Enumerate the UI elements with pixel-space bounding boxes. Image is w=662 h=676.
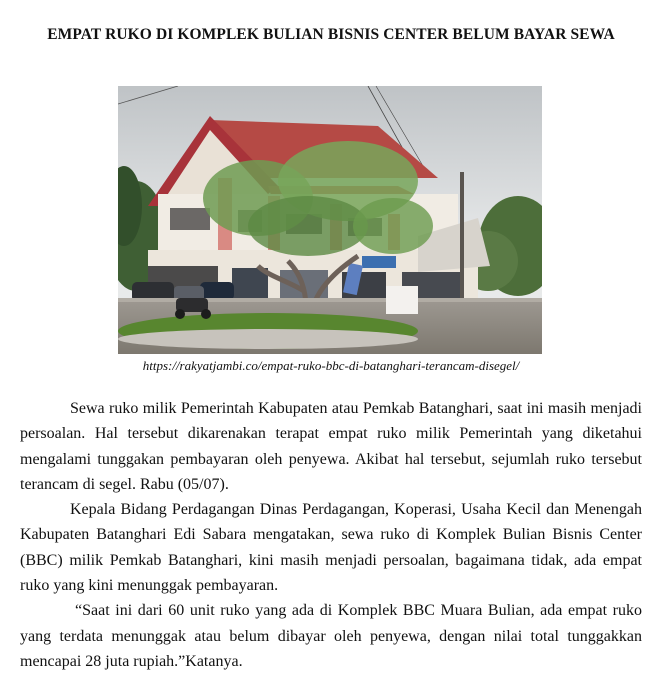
paragraph-1: Sewa ruko milik Pemerintah Kabupaten atau Pemkab Batanghari, saat ini masih menjadi persoalan. Hal tersebut dikarenakan terapat empat ruko milik Pemerintah yang diketahui mengalami tunggakan pembayaran oleh penyewa. Akibat hal tersebut, sejumlah ruko tersebut terancam di segel. Rabu (05/07). — [20, 400, 642, 493]
article-body — [20, 396, 642, 674]
building-photo — [118, 86, 542, 354]
article-title: EMPAT RUKO DI KOMPLEK BULIAN BISNIS CENTER BELUM BAYAR SEWA — [47, 26, 615, 43]
paragraph-3: “Saat ini dari 60 unit ruko yang ada di Komplek BBC Muara Bulian, ada empat ruko yang terdata menunggak atau belum dibayar oleh penyewa, dengan nilai total tunggakkan mencapai 28 juta rupiah.”Katanya. — [20, 602, 642, 670]
photo-caption: https://rakyatjambi.co/empat-ruko-bbc-di-batanghari-terancam-disegel/ — [142, 358, 520, 373]
paragraph-2: Kepala Bidang Perdagangan Dinas Perdagangan, Koperasi, Usaha Kecil dan Menengah Kabupaten Batanghari Edi Sabara mengatakan, sewa ruko di Komplek Bulian Bisnis Center (BBC) milik Pemkab Batanghari, kini masih menjadi persoalan, bagaimana tidak, ada empat ruko yang kini menunggak pembayaran. — [20, 501, 642, 595]
